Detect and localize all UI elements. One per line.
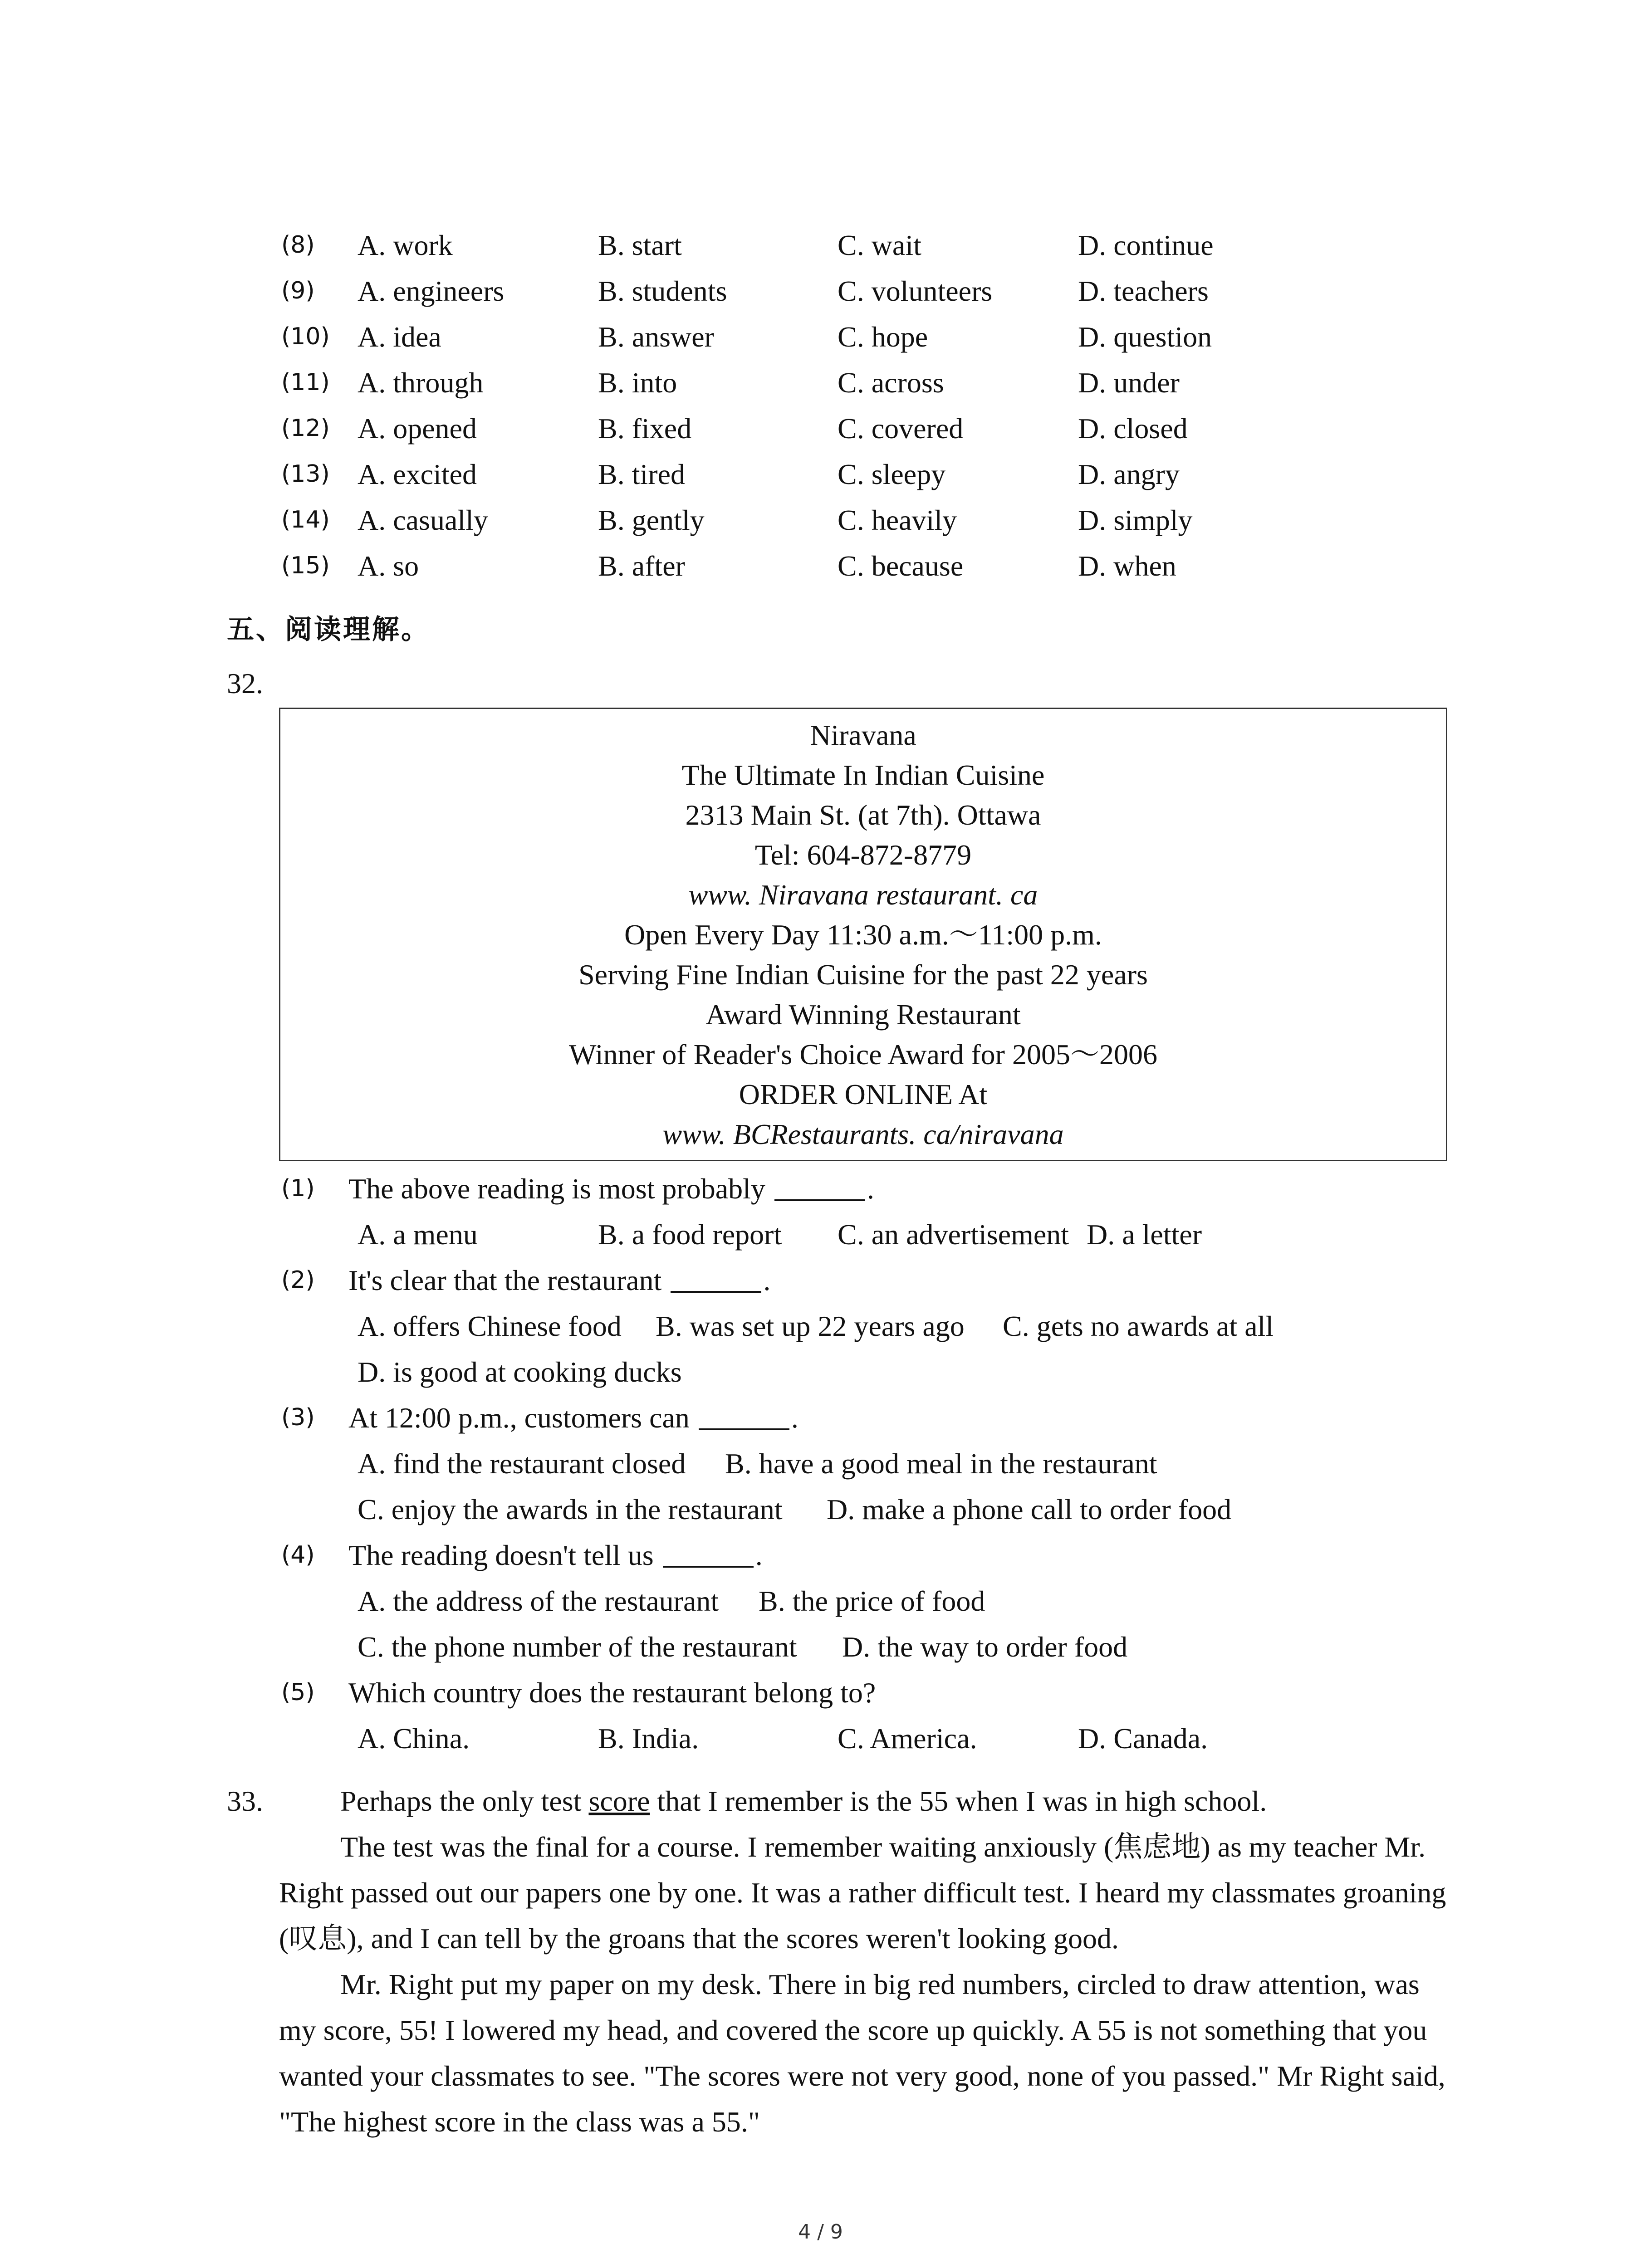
option-a: A. engineers: [358, 275, 505, 307]
option-c: C. across: [838, 367, 944, 399]
question-stem: [281, 1257, 1461, 1303]
option-d: D. continue: [1078, 229, 1214, 261]
option-d: D. when: [1078, 550, 1176, 582]
choice-b: B. the price of food: [759, 1585, 985, 1617]
stem-text: The above reading is most probably: [348, 1173, 765, 1205]
option-d: D. angry: [1078, 458, 1180, 490]
choice-b: B. India.: [598, 1722, 699, 1755]
subquestion-number: (1): [281, 1175, 315, 1202]
stem-text: Which country does the restaurant belong to?: [348, 1677, 876, 1709]
option-c: C. heavily: [838, 504, 957, 536]
ad-restaurant-name: Niravana: [810, 719, 916, 751]
question-32-subquestions: [281, 1166, 1461, 1761]
question-stem: [281, 1395, 1461, 1441]
choice-d: D. make a phone call to order food: [827, 1493, 1232, 1525]
passage-paragraph: [279, 1778, 1459, 1824]
choices-row: [281, 1578, 1461, 1624]
choices-row: [281, 1349, 1461, 1395]
choices-row: [281, 1303, 1461, 1349]
option-a: A. opened: [358, 412, 477, 445]
question-stem: [281, 1166, 1461, 1212]
option-b: B. gently: [598, 504, 705, 536]
option-b: B. start: [598, 229, 682, 261]
stem-end: .: [755, 1539, 763, 1571]
choice-d: D. a letter: [1087, 1218, 1202, 1251]
ad-order-online: ORDER ONLINE At: [739, 1078, 988, 1110]
choice-a: A. find the restaurant closed: [358, 1447, 686, 1480]
passage-paragraph: The test was the final for a course. I remember waiting anxiously (焦虑地) as my teacher Mr. Right passed out our papers one by one. It was a rather difficult test. I heard my classmates groaning (叹息), and I can tell by the groans that the scores weren't looking good.: [279, 1831, 1446, 1955]
choice-c: C. gets no awards at all: [1003, 1310, 1274, 1342]
ad-award-detail: Winner of Reader's Choice Award for 2005～2006: [569, 1038, 1157, 1070]
stem-end: .: [791, 1402, 798, 1434]
option-c: C. covered: [838, 412, 964, 445]
option-d: D. teachers: [1078, 275, 1209, 307]
passage-33: [279, 1778, 1459, 2145]
option-a: A. so: [358, 550, 419, 582]
question-number: (9): [281, 277, 315, 304]
answer-blank: [663, 1539, 754, 1568]
question-number: (10): [281, 323, 330, 350]
question-number-32: 32.: [227, 667, 263, 699]
answer-blank: [699, 1401, 789, 1430]
option-c: C. sleepy: [838, 458, 946, 490]
choice-d: D. Canada.: [1078, 1722, 1208, 1755]
option-b: B. after: [598, 550, 685, 582]
question-number: (14): [281, 506, 330, 533]
ad-phone: Tel: 604-872-8779: [754, 839, 972, 871]
ad-order-url: www. BCRestaurants. ca/niravana: [662, 1118, 1064, 1150]
choices-row: [281, 1716, 1461, 1761]
option-d: D. question: [1078, 321, 1212, 353]
option-b: B. students: [598, 275, 727, 307]
option-c: C. hope: [838, 321, 928, 353]
option-a: A. idea: [358, 321, 441, 353]
ad-address: 2313 Main St. (at 7th). Ottawa: [685, 799, 1041, 831]
answer-blank: [671, 1264, 761, 1293]
paragraph-text: that I remember is the 55 when I was in high school.: [650, 1785, 1267, 1817]
choice-a: A. China.: [358, 1722, 470, 1755]
choices-row: [281, 1486, 1461, 1532]
option-d: D. closed: [1078, 412, 1188, 445]
option-a: A. work: [358, 229, 453, 261]
choice-b: B. was set up 22 years ago: [656, 1310, 965, 1342]
choice-b: B. a food report: [598, 1218, 782, 1251]
paragraph-text: Perhaps the only test: [340, 1785, 589, 1817]
option-d: D. under: [1078, 367, 1180, 399]
ad-history: Serving Fine Indian Cuisine for the past 22 years: [578, 958, 1148, 991]
choice-a: A. offers Chinese food: [358, 1310, 622, 1342]
answer-blank: [774, 1172, 865, 1201]
option-b: B. tired: [598, 458, 685, 490]
ad-award: Award Winning Restaurant: [705, 998, 1021, 1031]
question-number: (15): [281, 552, 330, 579]
choice-d: D. is good at cooking ducks: [358, 1356, 682, 1388]
choice-c: C. an advertisement: [838, 1218, 1069, 1251]
subquestion-number: (3): [281, 1404, 315, 1431]
question-number-33: 33.: [227, 1785, 263, 1817]
stem-text: The reading doesn't tell us: [348, 1539, 654, 1571]
subquestion-number: (2): [281, 1266, 315, 1294]
ad-website: www. Niravana restaurant. ca: [688, 879, 1038, 911]
choice-c: C. the phone number of the restaurant: [358, 1631, 797, 1663]
option-d: D. simply: [1078, 504, 1193, 536]
choices-row: [281, 1212, 1461, 1257]
ad-tagline: The Ultimate In Indian Cuisine: [681, 759, 1045, 791]
option-c: C. wait: [838, 229, 921, 261]
stem-text: It's clear that the restaurant: [348, 1264, 662, 1296]
question-number: (13): [281, 460, 330, 488]
option-c: C. because: [838, 550, 964, 582]
choice-b: B. have a good meal in the restaurant: [725, 1447, 1157, 1480]
question-number: (12): [281, 415, 330, 442]
choices-row: [281, 1441, 1461, 1486]
option-a: A. casually: [358, 504, 488, 536]
subquestion-number: (5): [281, 1679, 315, 1706]
question-number: (11): [281, 369, 330, 396]
choice-c: C. enjoy the awards in the restaurant: [358, 1493, 783, 1525]
page-number: 4 / 9: [798, 2220, 843, 2244]
option-b: B. answer: [598, 321, 714, 353]
underlined-word: score: [588, 1785, 650, 1817]
advertisement-box: [279, 708, 1447, 1161]
choices-row: [281, 1624, 1461, 1670]
stem-end: .: [763, 1264, 771, 1296]
stem-end: .: [867, 1173, 874, 1205]
section-title: 五、阅读理解。: [227, 614, 430, 645]
choice-a: A. the address of the restaurant: [358, 1585, 719, 1617]
question-number: (8): [281, 231, 315, 259]
question-stem: [281, 1670, 1461, 1716]
ad-hours: Open Every Day 11:30 a.m.～11:00 p.m.: [624, 919, 1102, 951]
choice-a: A. a menu: [358, 1218, 478, 1251]
option-b: B. into: [598, 367, 677, 399]
stem-text: At 12:00 p.m., customers can: [348, 1402, 690, 1434]
option-c: C. volunteers: [838, 275, 993, 307]
option-b: B. fixed: [598, 412, 692, 445]
question-stem: [281, 1532, 1461, 1578]
passage-paragraph: Mr. Right put my paper on my desk. There in big red numbers, circled to draw attention, was my score, 55! I lowered my head, and covered the score up quickly. A 55 is not something that you wanted your classmates to see. "The scores were not very good, none of you passed." Mr Right said, "The highest score in the class was a 55.": [279, 1968, 1445, 2138]
subquestion-number: (4): [281, 1541, 315, 1569]
choice-c: C. America.: [838, 1722, 977, 1755]
option-a: A. excited: [358, 458, 477, 490]
choice-d: D. the way to order food: [842, 1631, 1128, 1663]
option-a: A. through: [358, 367, 484, 399]
